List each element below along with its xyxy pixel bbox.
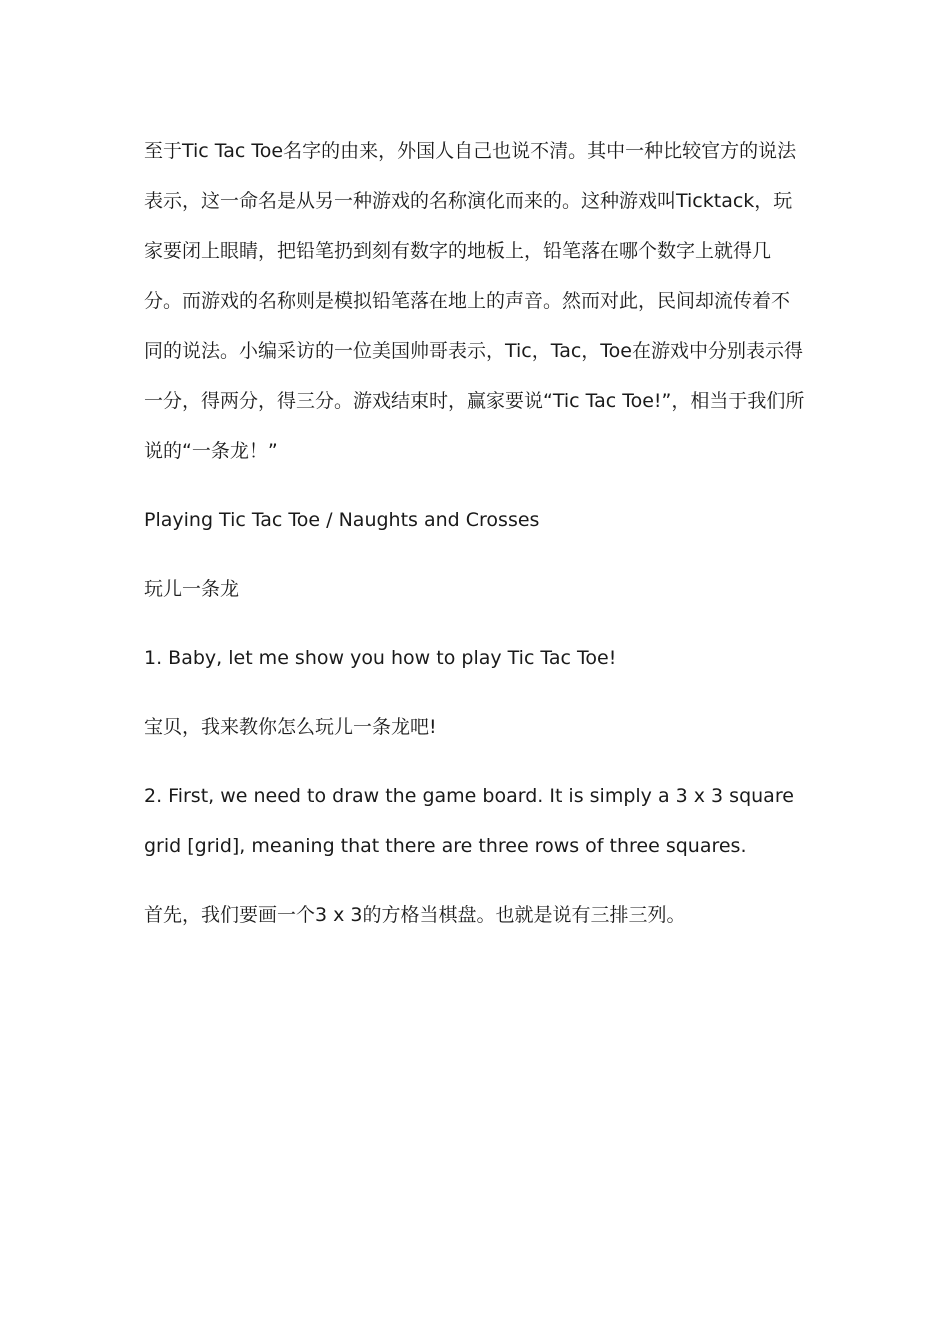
paragraph-gap [144, 614, 808, 633]
paragraph-gap [144, 683, 808, 702]
paragraph-name-origin: 至于Tic Tac Toe名字的由来，外国人自己也说不清。其中一种比较官方的说法表示，这一命名是从另一种游戏的名称演化而来的。这种游戏叫Ticktack，玩家要闭上眼睛，把铅笔扔到刻有数字的地板上，铅笔落在哪个数字上就得几分。而游戏的名称则是模拟铅笔落在地上的声音。然而对此，民间却流传着不同的说法。小编采访的一位美国帅哥表示，Tic，Tac，Toe在游戏中分别表示得一分，得两分，得三分。游戏结束时，赢家要说“Tic Tac Toe!”，相当于我们所说的“一条龙！” [144, 140, 805, 462]
section-heading-en: Playing Tic Tac Toe / Naughts and Crosses [144, 509, 540, 531]
paragraph-gap [144, 476, 808, 495]
step-2-chinese: 首先，我们要画一个3 x 3的方格当棋盘。也就是说有三排三列。 [144, 904, 686, 926]
paragraph-gap [144, 545, 808, 564]
step-2-english: 2. First, we need to draw the game board. It is simply a 3 x 3 square grid [grid], meaning that there are three rows of three squares. [144, 785, 794, 857]
step-1-english: 1. Baby, let me show you how to play Tic Tac Toe! [144, 647, 617, 669]
step-1-chinese: 宝贝，我来教你怎么玩儿一条龙吧! [144, 716, 437, 738]
paragraph-gap [144, 871, 808, 890]
section-heading-zh: 玩儿一条龙 [144, 578, 240, 600]
document-body [144, 126, 808, 940]
paragraph-gap [144, 752, 808, 771]
